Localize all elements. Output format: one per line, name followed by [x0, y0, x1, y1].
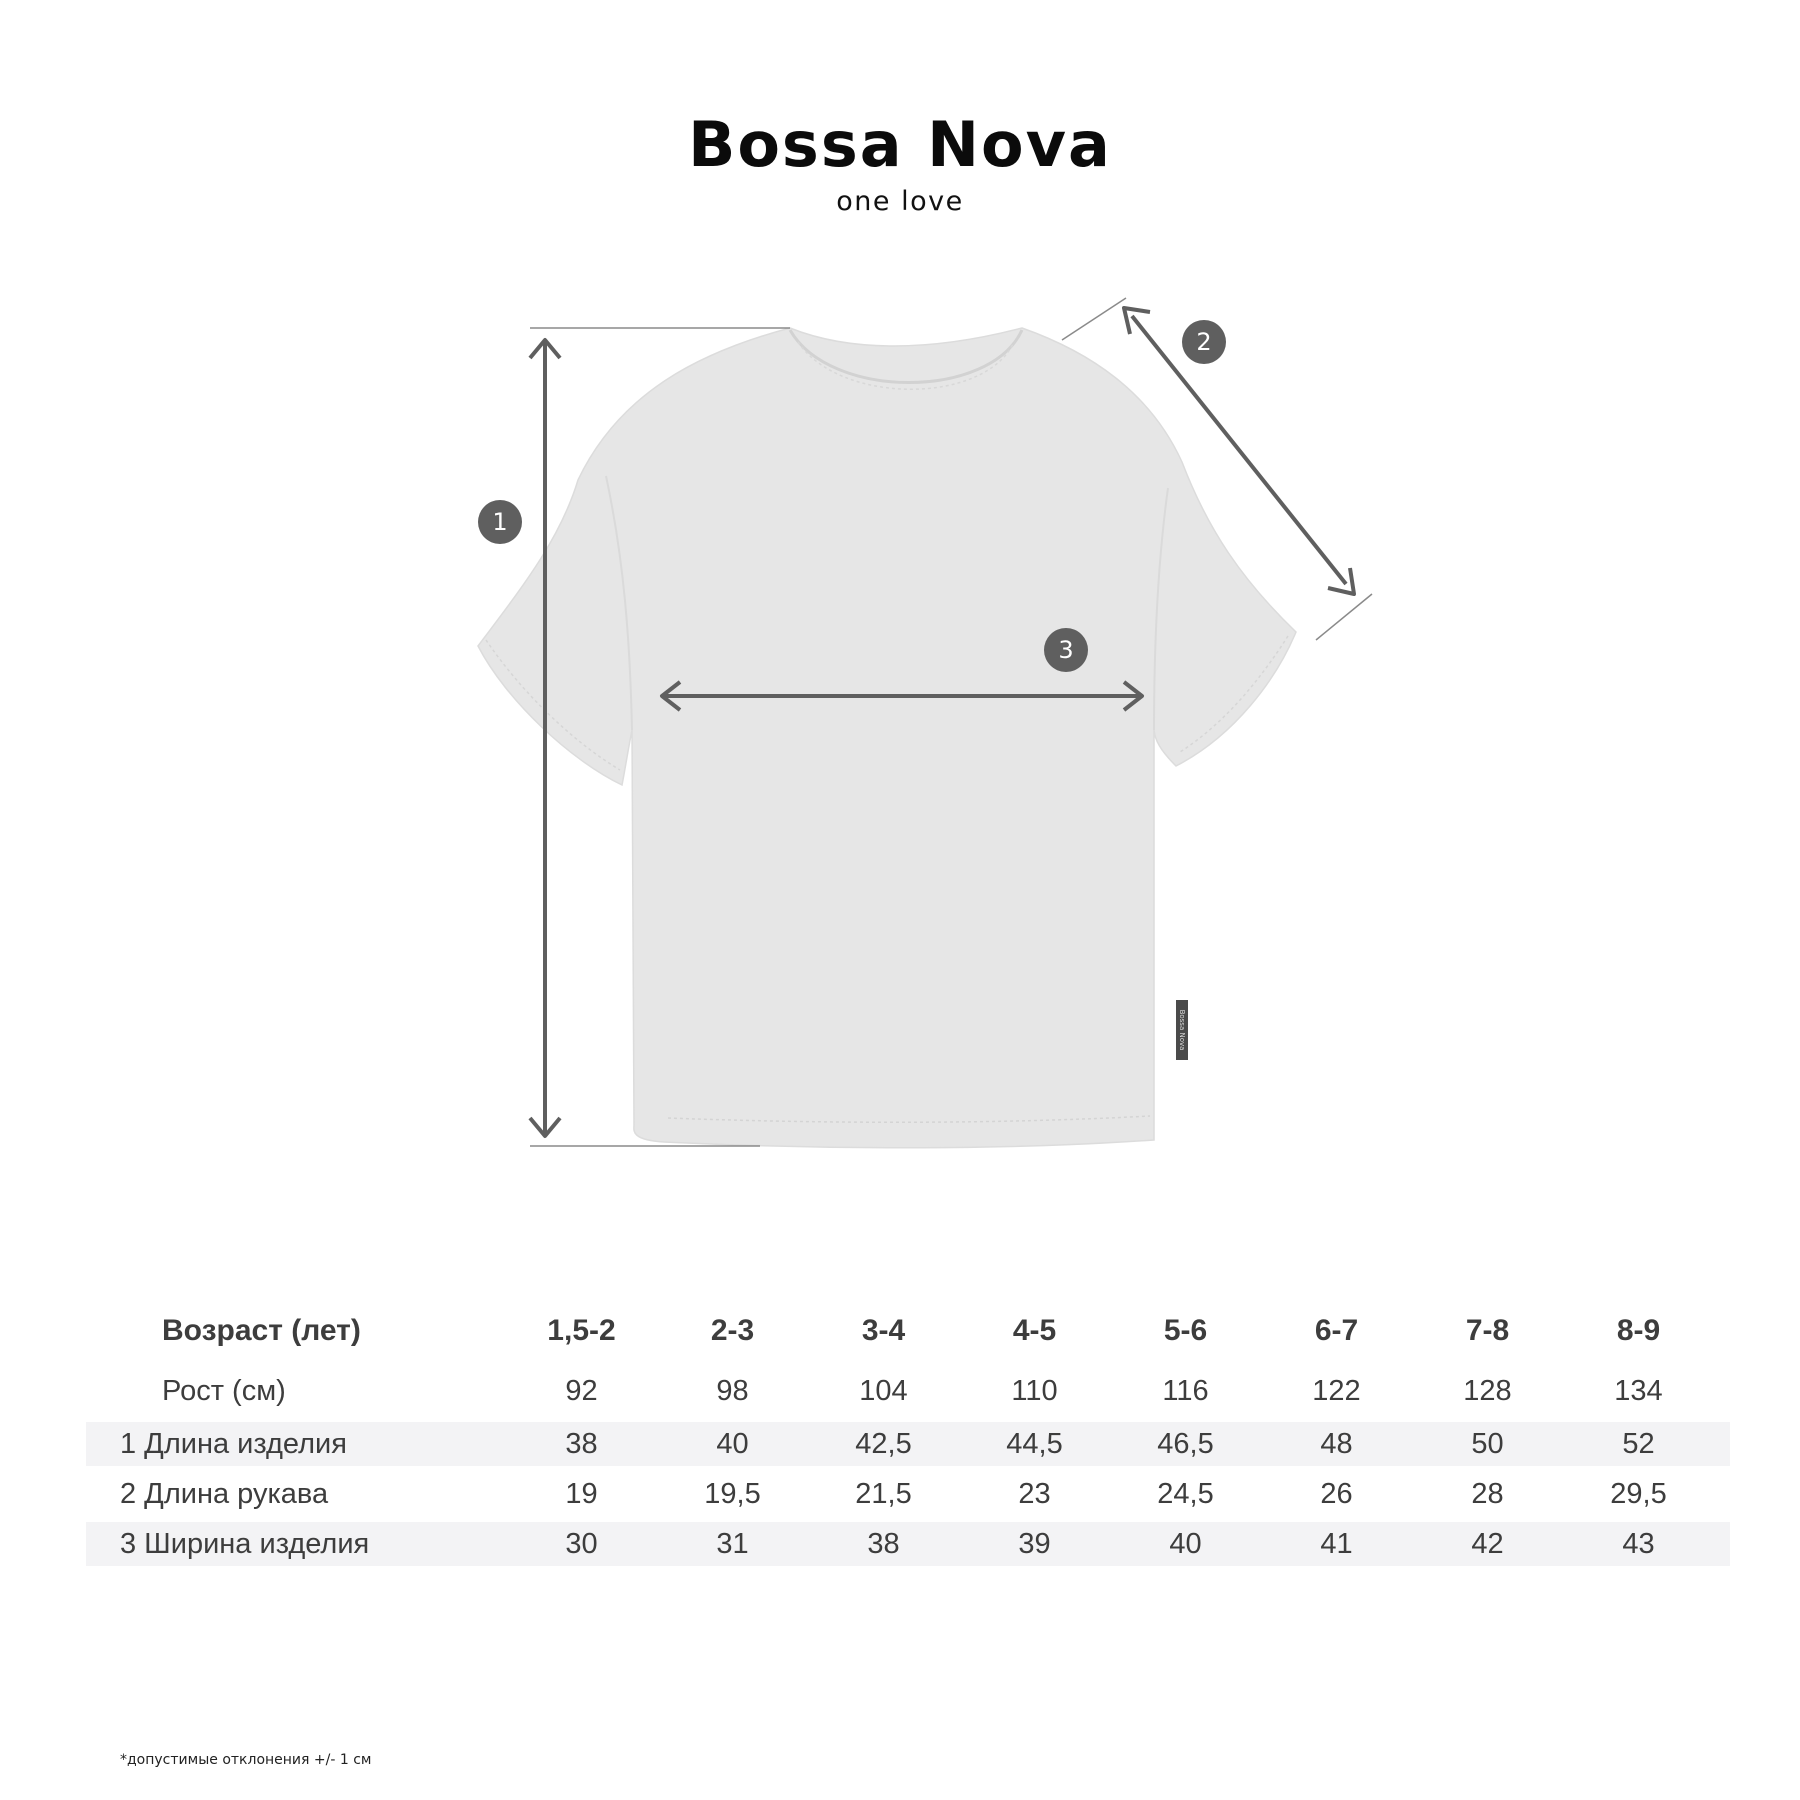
table-cell: 31	[716, 1527, 749, 1560]
table-cell: 46,5	[1157, 1427, 1214, 1460]
badge-sleeve-number: 2	[1196, 328, 1212, 356]
age-cell: 4-5	[1012, 1314, 1057, 1347]
table-cell: 98	[716, 1374, 749, 1407]
table-cell: 29,5	[1610, 1477, 1667, 1510]
row-label: 2 Длина рукава	[120, 1477, 329, 1510]
table-cell: 19,5	[704, 1477, 761, 1510]
table-row	[86, 1422, 1730, 1466]
table-cell: 19	[565, 1477, 598, 1510]
size-chart-table	[86, 1302, 1730, 1566]
age-cell: 1,5-2	[547, 1314, 616, 1347]
table-cell: 42,5	[855, 1427, 912, 1460]
age-cell: 6-7	[1314, 1314, 1359, 1347]
table-cell: 30	[565, 1527, 598, 1560]
table-cell: 38	[565, 1427, 598, 1460]
table-cell: 122	[1312, 1374, 1361, 1407]
table-cell: 41	[1320, 1527, 1353, 1560]
tolerance-footnote: *допустимые отклонения +/- 1 см	[120, 1752, 372, 1768]
tshirt-illustration	[478, 328, 1296, 1148]
table-cell: 28	[1471, 1477, 1504, 1510]
badge-length-number: 1	[492, 508, 508, 536]
table-cell: 128	[1463, 1374, 1512, 1407]
age-cell: 7-8	[1465, 1314, 1510, 1347]
age-cell: 2-3	[710, 1314, 755, 1347]
garment-brand-tag-text: Bossa Nova	[1178, 1009, 1186, 1051]
table-cell: 50	[1471, 1427, 1504, 1460]
row-label: 3 Ширина изделия	[120, 1527, 370, 1560]
table-cell: 116	[1162, 1374, 1209, 1407]
table-cell: 38	[867, 1527, 900, 1560]
table-cell: 42	[1471, 1527, 1504, 1560]
table-cell: 43	[1622, 1527, 1655, 1560]
table-row	[86, 1466, 1730, 1522]
table-row	[86, 1360, 1730, 1422]
table-cell: 104	[859, 1374, 908, 1407]
table-cell: 40	[716, 1427, 749, 1460]
age-cell: 3-4	[861, 1314, 906, 1347]
age-cell: 8-9	[1616, 1314, 1661, 1347]
age-cell: 5-6	[1163, 1314, 1208, 1347]
table-cell: 134	[1614, 1374, 1663, 1407]
table-cell: 48	[1320, 1427, 1353, 1460]
row-label: 1 Длина изделия	[120, 1427, 347, 1460]
table-cell: 39	[1018, 1527, 1051, 1560]
table-row	[86, 1522, 1730, 1566]
table-cell: 40	[1169, 1527, 1202, 1560]
table-cell: 26	[1320, 1477, 1353, 1510]
tshirt-body	[478, 328, 1296, 1148]
table-cell: 92	[565, 1374, 598, 1407]
table-cell: 44,5	[1006, 1427, 1063, 1460]
table-cell: 52	[1622, 1427, 1655, 1460]
row-label: Рост (см)	[162, 1374, 286, 1407]
size-table-header-row	[86, 1302, 1730, 1360]
brand-logo: Bossa Nova	[688, 108, 1112, 181]
table-cell: 23	[1018, 1477, 1051, 1510]
badge-width-number: 3	[1058, 636, 1074, 664]
table-cell: 21,5	[855, 1477, 912, 1510]
brand-tagline: one love	[836, 186, 964, 217]
table-cell: 110	[1011, 1374, 1058, 1407]
table-cell: 24,5	[1157, 1477, 1214, 1510]
size-table-header-label: Возраст (лет)	[162, 1314, 361, 1347]
